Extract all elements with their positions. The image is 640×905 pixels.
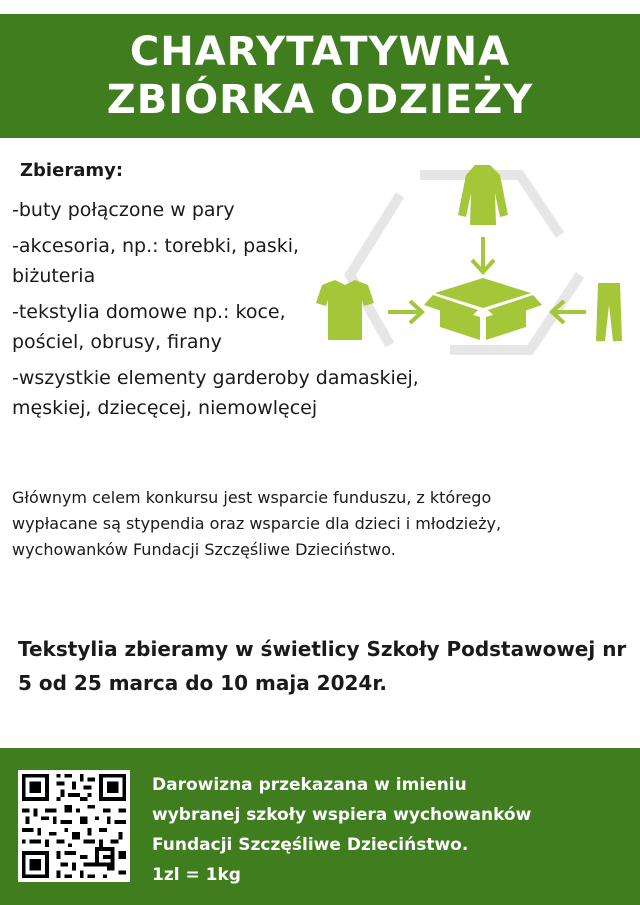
title-banner — [0, 14, 640, 138]
goal-paragraph: Głównym celem konkursu jest wsparcie funduszu, z którego wypłacane są stypendia oraz wsparcie dla dzieci i młodzieży, wychowanków Fundacji Szczęśliwe Dzieciństwo. — [12, 488, 502, 559]
footer-text — [152, 770, 622, 890]
list-item: -buty połączone w pary — [12, 199, 235, 221]
title-line-1: CHARYTATYWNA — [129, 29, 511, 75]
qr-code-icon[interactable] — [18, 770, 130, 882]
trousers-icon — [596, 283, 622, 341]
list-item: -tekstylia domowe np.: koce, pościel, obrusy, firany — [12, 301, 286, 353]
footer-line-3: Fundacji Szczęśliwe Dzieciństwo. — [152, 835, 469, 855]
list-item: -wszystkie elementy garderoby damaskiej, męskiej, dziecęcej, niemowlęcej — [12, 367, 419, 419]
collect-heading: Zbieramy: — [20, 160, 124, 181]
footer-line-4: 1zl = 1kg — [152, 865, 241, 885]
location-info: Tekstylia zbieramy w świetlicy Szkoły Podstawowej nr 5 od 25 marca do 10 maja 2024r. — [18, 637, 627, 695]
footer-banner — [0, 748, 640, 905]
list-item: -akcesoria, np.: torebki, paski, biżuteria — [12, 235, 300, 287]
collect-list — [12, 160, 482, 429]
title-line-2: ZBIÓRKA ODZIEŻY — [106, 77, 534, 123]
footer-line-2: wybranej szkoły wspiera wychowanków — [152, 805, 532, 825]
footer-line-1: Darowizna przekazana w imieniu — [152, 775, 467, 795]
